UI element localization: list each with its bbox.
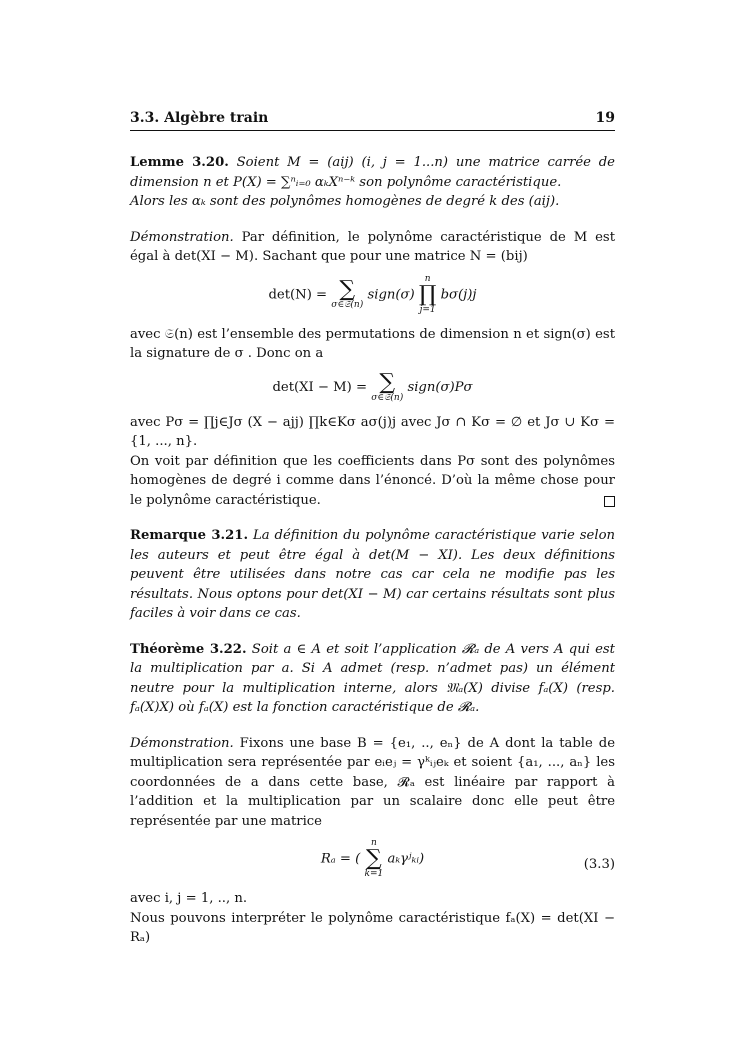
- sum-symbol: ∑ σ∈𝔖(n): [331, 277, 364, 310]
- equation-number: (3.3): [583, 857, 615, 872]
- proof2-label: Démonstration.: [130, 735, 234, 751]
- eq1-sum-sub: σ∈𝔖(n): [331, 300, 364, 310]
- section-title: 3.3. Algèbre train: [130, 110, 269, 126]
- proof2-text-2: avec i, j = 1, .., n.: [130, 891, 248, 906]
- proof1-text-3: avec Pσ = ∏j∈Jσ (X − ajj) ∏k∈Kσ aσ(j)j avec Jσ ∩ Kσ = ∅ et Jσ ∪ Kσ = {1, ..., n}.: [130, 414, 615, 449]
- eq2-sum-sub: σ∈𝔖(n): [371, 392, 404, 403]
- running-header: [130, 110, 615, 131]
- eq3-rhs: aₖγʲₖᵢ): [387, 851, 425, 867]
- remark-label: Remarque 3.21.: [130, 528, 249, 543]
- eq1-prod-sup: n: [424, 273, 431, 284]
- qed-square-icon: [604, 496, 615, 507]
- eq1-rhs: bσ(j)j: [440, 287, 477, 302]
- remark-text: La définition du polynôme caractéristique varie selon les auteurs et peut être égal à det(M − XI). Les deux définitions peuvent être utilisées dans notre cas car cela ne modifie pas les résultats. Nous optons pour det(XI − M) car certains résultats sont plus faciles à voir dans ce cas.: [130, 528, 615, 621]
- eq3-lhs: Rₐ = (: [320, 851, 361, 867]
- lemma-text-1: Soient M = (aij) (i, j = 1...n) une matrice carrée de dimension n et P(X) = ∑ⁿᵢ₌₀ αₖXⁿ⁻ᵏ son polynôme caractéristique.: [130, 155, 615, 190]
- eq2-rhs: sign(σ)Pσ: [407, 379, 473, 395]
- equation-det-n: [130, 275, 615, 315]
- proof1-text-2: avec 𝔖(n) est l’ensemble des permutations de dimension n et sign(σ) est la signature de σ . Donc on a: [130, 326, 615, 361]
- page-number: 19: [595, 110, 615, 126]
- eq3-sum-sup: n: [371, 838, 377, 848]
- eq1-lhs: det(N) =: [268, 287, 328, 302]
- sum-symbol: ∑ σ∈𝔖(n): [371, 369, 404, 403]
- lemma-block: [130, 153, 615, 212]
- lemma-text-2: Alors les αₖ sont des polynômes homogènes de degré k des (aij).: [130, 194, 560, 209]
- theorem-text: Soit a ∈ A et soit l’application 𝓡ₐ de A vers A qui est la multiplication par a. Si A admet (resp. n’admet pas) un élément neutre pour la multiplication interne, alors 𝔐ₐ(X) divise fₐ(X) (resp. fₐ(X)X) où fₐ(X) est la fonction caractéristique de 𝓡ₐ.: [130, 641, 615, 715]
- lemma-label: Lemme 3.20.: [130, 155, 229, 170]
- proof-block-1: [130, 228, 615, 511]
- remark-block: [130, 526, 615, 624]
- proof-block-2: [130, 734, 615, 948]
- page: [130, 110, 615, 948]
- proof2-intro: [130, 734, 615, 832]
- product-symbol: n ∏ j=1: [418, 273, 437, 315]
- eq1-mid: sign(σ): [367, 287, 415, 302]
- proof1-conclusion: [130, 452, 615, 511]
- proof1-label: Démonstration.: [130, 229, 234, 245]
- equation-3-3: [130, 839, 615, 879]
- proof1-text-1: Par définition, le polynôme caractéristique de M est égal à det(XI − M). Sachant que pour une matrice N = (bij): [130, 229, 615, 264]
- proof2-text-3: Nous pouvons interpréter le polynôme caractéristique fₐ(X) = det(XI − Rₐ): [130, 910, 615, 945]
- eq3-sum-sub: k=1: [364, 869, 384, 879]
- theorem-label: Théorème 3.22.: [130, 641, 247, 657]
- sum-symbol: n ∑ k=1: [364, 838, 384, 879]
- theorem-block: [130, 640, 615, 718]
- theorem-statement: [130, 640, 615, 718]
- eq2-lhs: det(XI − M) =: [272, 379, 368, 395]
- proof1-intro: [130, 228, 615, 267]
- eq1-prod-sub: j=1: [419, 304, 436, 315]
- remark-statement: [130, 526, 615, 624]
- lemma-statement: [130, 153, 615, 212]
- equation-det-xi-m: [130, 369, 615, 403]
- proof2-text-1: Fixons une base B = {e₁, .., eₙ} de A dont la table de multiplication sera représentée par eᵢeⱼ = γᵏᵢⱼeₖ et soient {a₁, ..., aₙ} les coordonnées de a dans cette base, 𝓡ₐ est linéaire par rapport à l’addition et la multiplication par un scalaire donc elle peut être représentée par une matrice: [130, 735, 615, 829]
- proof1-text-4: On voit par définition que les coefficients dans Pσ sont des polynômes homogènes de degré i comme dans l’énoncé. D’où la même chose pour le polynôme caractéristique.: [130, 453, 615, 508]
